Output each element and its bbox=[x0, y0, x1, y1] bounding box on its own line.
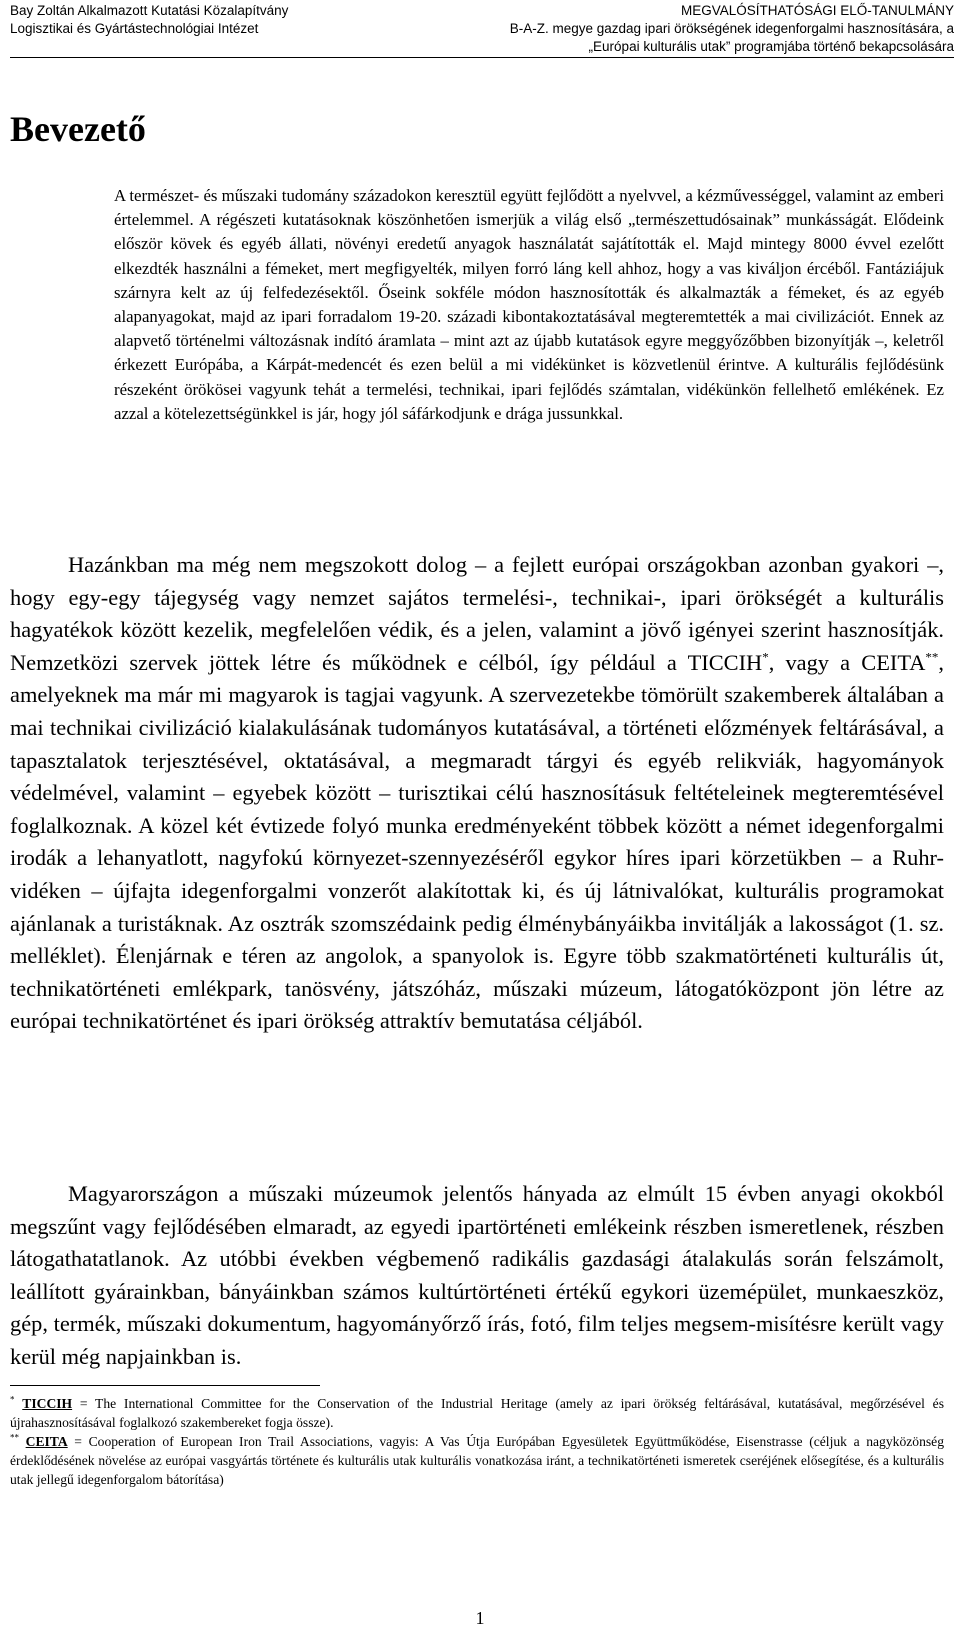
header-subject-line2: „Európai kulturális utak” programjába történő bekapcsolására bbox=[588, 39, 954, 54]
footnotes bbox=[10, 1394, 944, 1489]
paragraph1-text-b: , vagy a CEITA bbox=[768, 649, 926, 675]
footnote-text: = Cooperation of European Iron Trail Associations, vagyis: A Vas Útja Európában Egyesületek Együttműködése, Eisenstrasse (céljuk a nagyközönség érdeklődésének növelése az európai vasgyártás története és kulturális utak kulturális vonatkozása iránt, a technikatörténeti ismeretek cseréjének elősegítése, és a kulturális utak jellegű idegenforgalom bátorítása) bbox=[10, 1434, 944, 1487]
body-paragraph-1 bbox=[10, 549, 944, 1038]
footnote-term: CEITA bbox=[25, 1434, 68, 1449]
header-doc-type: MEGVALÓSÍTHATÓSÁGI ELŐ-TANULMÁNY bbox=[680, 3, 954, 18]
header-institute: Logisztikai és Gyártástechnológiai Intézet bbox=[10, 21, 259, 36]
header-right bbox=[454, 2, 954, 56]
footnote-mark: * bbox=[10, 1394, 15, 1405]
footnote-text: = The International Committee for the Conservation of the Industrial Heritage (amely az ipari örökség feltárásával, kutatásával, megőrzésével és újrahasznosításával foglalkozó szakembereket fogja össze). bbox=[10, 1396, 944, 1430]
header-subject-line1: B-A-Z. megye gazdag ipari örökségének idegenforgalmi hasznosítására, a bbox=[509, 21, 954, 36]
header-institution: Bay Zoltán Alkalmazott Kutatási Közalapítvány bbox=[10, 3, 289, 18]
header-divider bbox=[10, 57, 954, 58]
page-number: 1 bbox=[475, 1608, 485, 1628]
footnote-ref-ceita: ** bbox=[925, 649, 939, 665]
footnote-mark: ** bbox=[10, 1432, 19, 1443]
body-paragraph-2: Magyarországon a műszaki múzeumok jelentős hányada az elmúlt 15 évben anyagi okokból megszűnt vagy fejlődésében elmaradt, az egyedi ipartörténeti emlékeink részben ismeretlenek, részben látogathatatlanok. Az utóbbi években végbemenő radikális gazdasági átalakulás során felszámolt, leállított gyárainkban, bányáinkban számos kultúrtörténeti értékű egykori üzemépület, munkaeszköz, gép, termék, műszaki dokumentum, hagyományőrző írás, fotó, film teljes megsem-misítésre került vagy kerül még napjainkban is. bbox=[10, 1181, 944, 1369]
paragraph1-text-c: , amelyeknek ma már mi magyarok is tagjai vagyunk. A szervezetekbe tömörült szakemberek általában a mai technikai civilizáció kialakulásának tudományos kutatásával, a történeti előzmények feltárásával, a tapasztalatok terjesztésével, oktatásával, a megmaradt tárgyi és egyéb relikviák, hagyományok védelmével, valamint – egyebek között – turisztikai célú hasznosításuk feltételeinek megteremtésével foglalkoznak. A közel két évtizede folyó munka eredményeként többek között a német idegenforgalmi irodák a lehanyatlott, nagyfokú környezet-szennyezéséről egykor híres ipari körzetükben – a Ruhr-vidéken – újfajta idegenforgalmi vonzerőt alakítottak ki, és új látnivalókat, kulturális programokat ajánlanak a turistáknak. Az osztrák szomszédaink pedig élménybányáikba invitálják a lakosságot (1. sz. melléklet). Élenjárnak e téren az angolok, a spanyolok is. Egyre több szakmatörténeti kulturális út, technikatörténeti emlékpark, tanösvény, játszóház, műszaki múzeum, látogatóközpont jön létre az európai technikatörténet és ipari örökség attraktív bemutatása céljából. bbox=[10, 649, 944, 1034]
footnote-ref-ticcih: * bbox=[762, 649, 769, 665]
footnote-ceita bbox=[10, 1432, 944, 1489]
footnote-divider bbox=[10, 1385, 320, 1386]
footnote-term: TICCIH bbox=[22, 1396, 73, 1411]
header-left bbox=[10, 2, 470, 38]
footnote-ticcih bbox=[10, 1394, 944, 1432]
intro-paragraph: A természet- és műszaki tudomány századokon keresztül együtt fejlődött a nyelvvel, a kézművességgel, valamint az emberi értelemmel. A régészeti kutatásoknak köszönhetően ismerjük a világ első „természettudósainak” munkásságát. Elődeink először kövek és egyéb állati, növényi eredetű anyagok használatát sajátították el. Majd mintegy 8000 évvel ezelőtt elkezdték használni a fémeket, mert megfigyelték, milyen forró láng kell ahhoz, hogy a vas kiváljon ércéből. Fantáziájuk szárnyra kelt az új felfedezésektől. Őseink sokféle módon hasznosították és alkalmazták a fémeket, és az egyéb alapanyagokat, majd az ipari forradalom 19-20. századi kibontakoztatásával megteremtették a mai civilizációt. Ennek az alapvető történelmi változásnak indító áramlata – mint azt az újabb kutatások egyre meggyőzőbben bizonyítják –, keletről érkezett Európába, a Kárpát-medencét és ezen belül a mi vidékünket is közvetlenül érintve. A kulturális fejlődésünk részeként örökösei vagyunk tehát a termelési, technikai, ipari fejlődés számtalan, vidékünkön fellelhető emlékének. Ez azzal a kötelezettségünkkel is jár, hogy jól sáfárkodjunk e drága jussunkkal. bbox=[114, 186, 944, 423]
page-title: Bevezető bbox=[10, 109, 146, 149]
paragraph1-text-a: Hazánkban ma még nem megszokott dolog – a fejlett európai országokban azonban gyakori –, hogy egy-egy tájegység vagy nemzet sajátos termelési-, technikai-, ipari örökségét a kulturális hagyatékok között kezelik, megfelelően védik, és a jelen, valamint a jövő igényei szerint hasznosítják. Nemzetközi szervek jöttek létre és működnek e célból, így például a TICCIH bbox=[10, 552, 944, 675]
